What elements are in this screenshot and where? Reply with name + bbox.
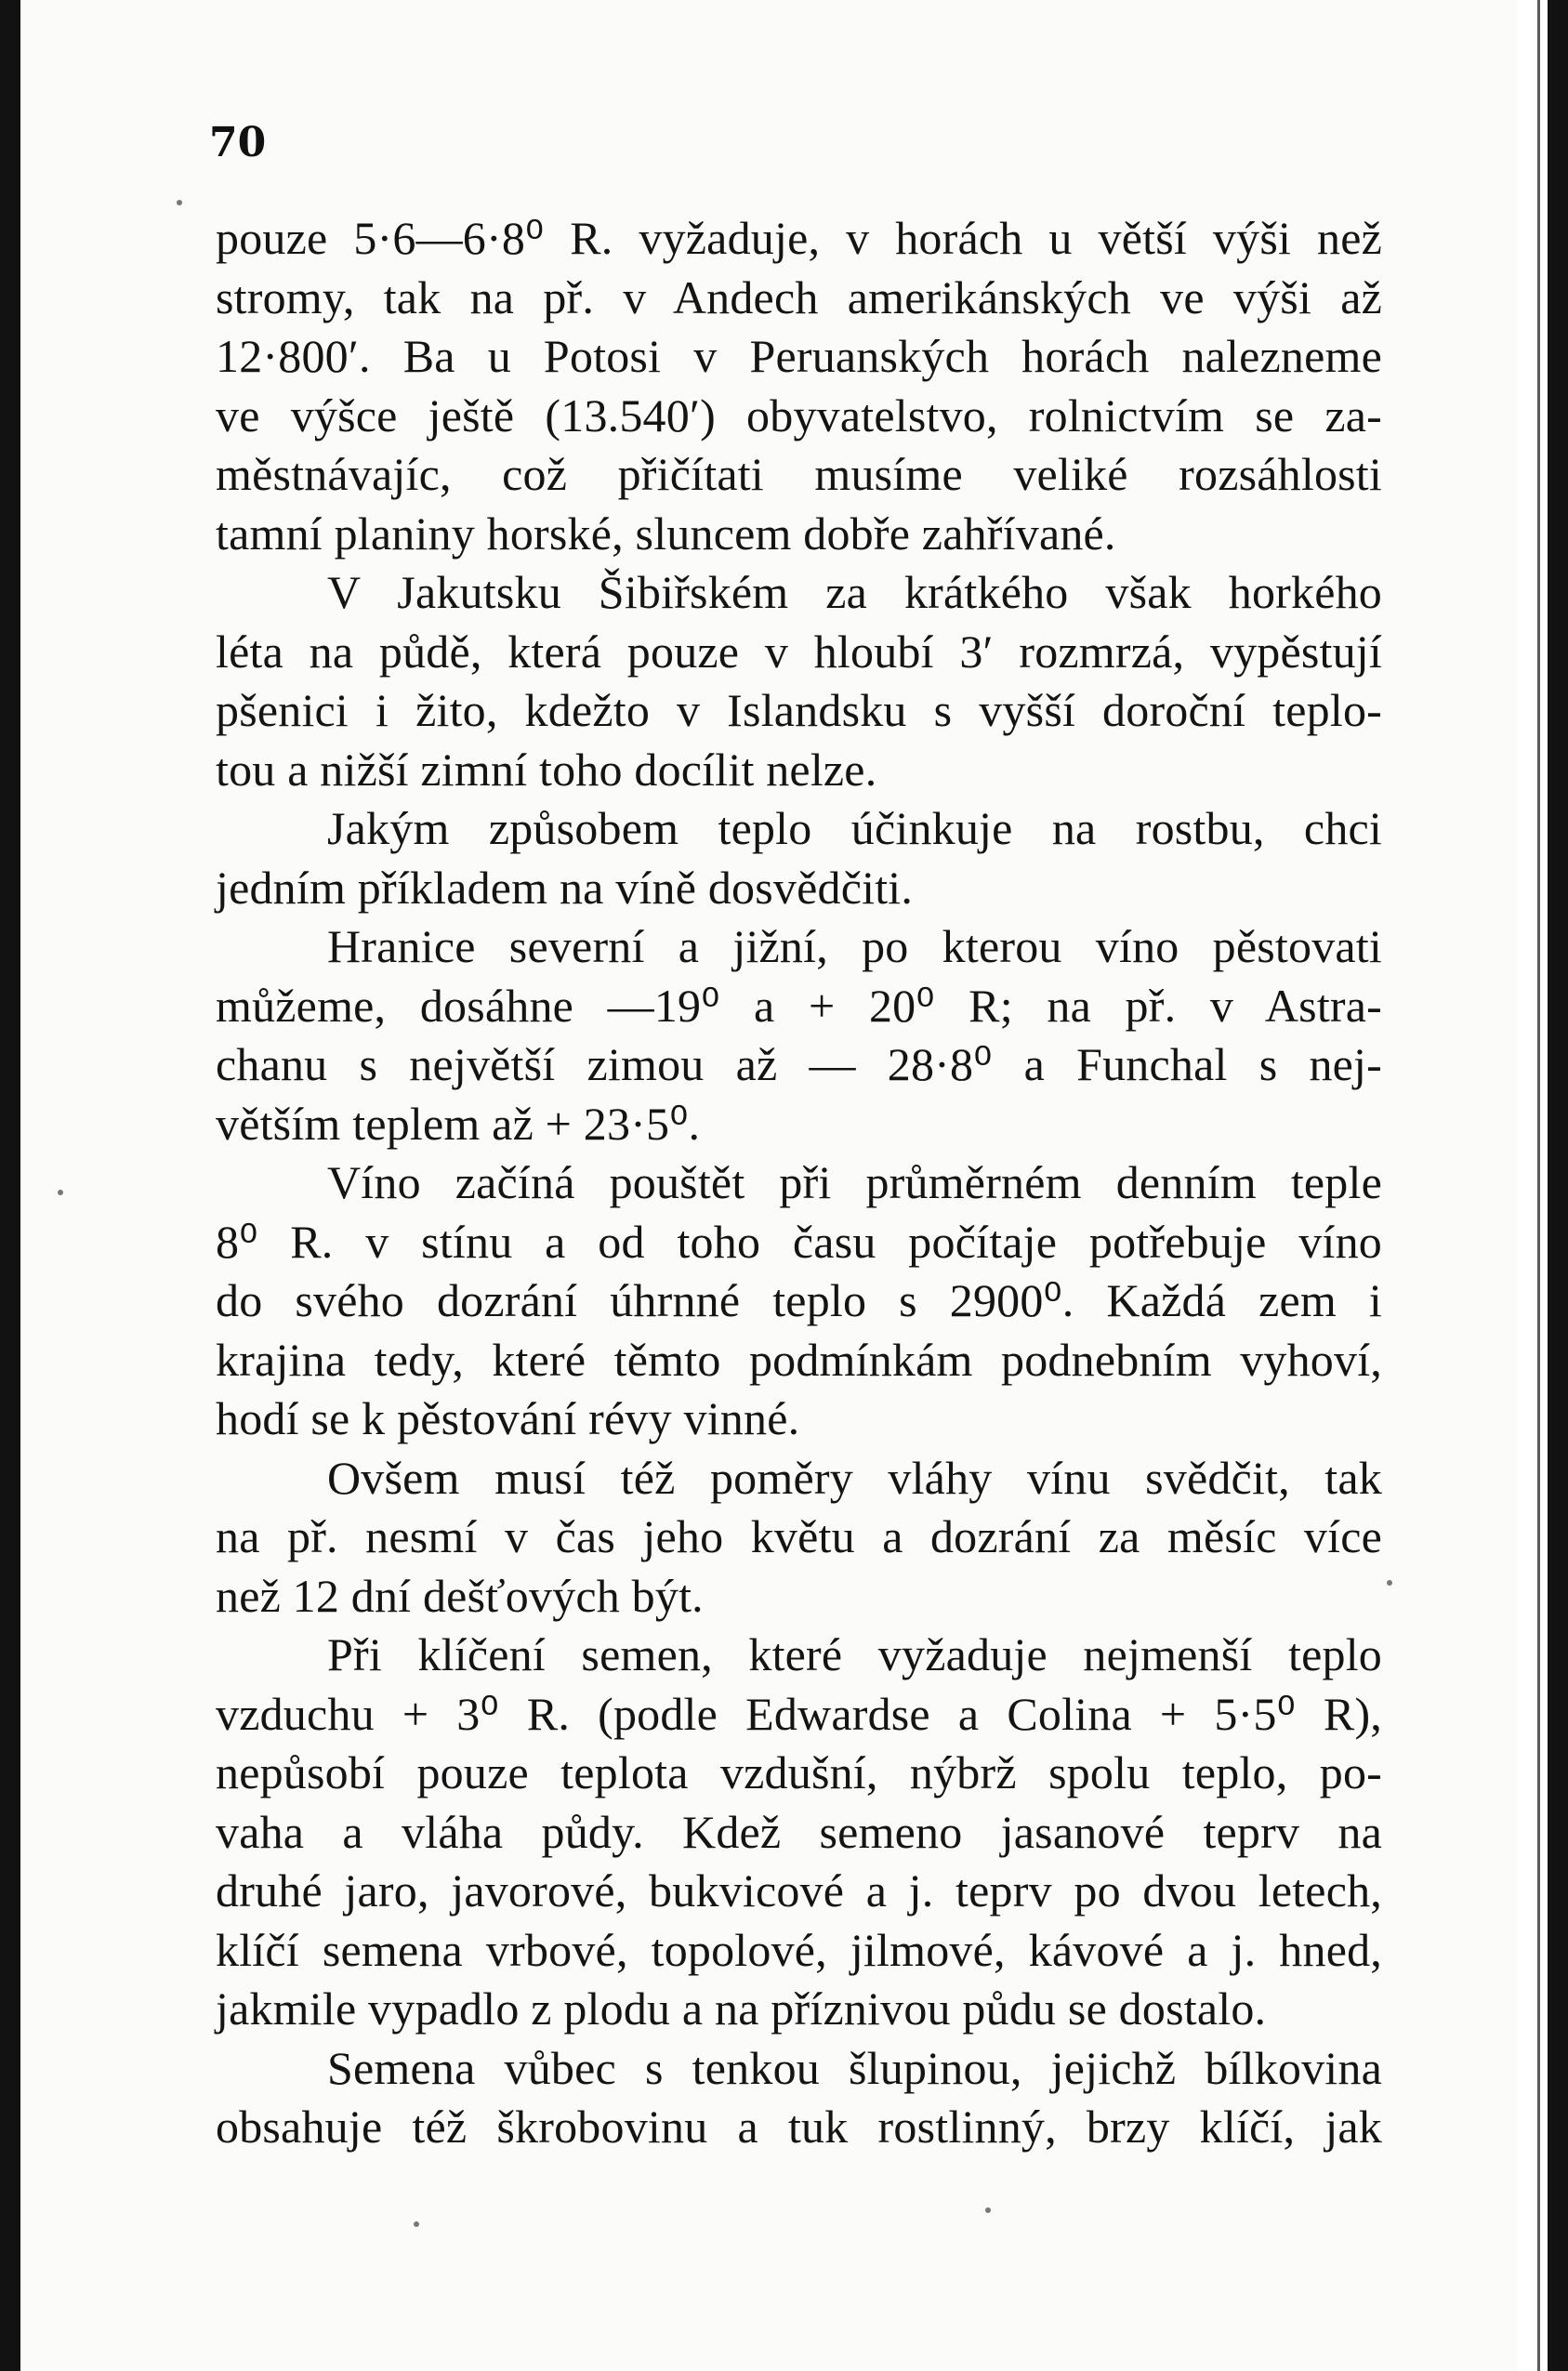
text-line: než 12 dní dešťových být. [216, 1569, 704, 1622]
text-line: do svého dozrání úhrnné teplo s 2900⁰. Každá zem i [216, 1274, 1382, 1326]
text-line: pouze 5·6—6·8⁰ R. vyžaduje, v horách u větší výši než [216, 212, 1382, 264]
text-line: městnávajíc, což přičítati musíme veliké rozsáhlosti [216, 448, 1382, 500]
scan-border-right [1548, 0, 1568, 2371]
text-line: Jakým způsobem teplo účinkuje na rostbu, chci [327, 802, 1382, 854]
text-line: Při klíčení semen, které vyžaduje nejmenší teplo [327, 1628, 1382, 1680]
scan-border-left [0, 0, 20, 2371]
scan-speck [1387, 1580, 1392, 1586]
text-line: tou a nižší zimní toho docílit nelze. [216, 743, 877, 796]
text-line: vaha a vláha půdy. Kdež semeno jasanové teprv na [216, 1805, 1382, 1858]
text-line: hodí se k pěstování révy vinné. [216, 1392, 800, 1444]
text-line: V Jakutsku Šibiřském za krátkého však horkého [327, 566, 1382, 618]
text-line: větším teplem až + 23·5⁰. [216, 1097, 701, 1150]
body-text [216, 209, 1382, 2157]
text-line: Semena vůbec s tenkou šlupinou, jejichž bílkovina [327, 2041, 1382, 2094]
scan-speck [414, 2221, 419, 2227]
text-line: Ovšem musí též poměry vláhy vínu svědčit, tak [327, 1451, 1382, 1504]
text-line: Hranice severní a jižní, po kterou víno pěstovati [327, 920, 1382, 972]
scan-speck [58, 1190, 63, 1195]
text-line: krajina tedy, které těmto podmínkám podnebním vyhoví, [216, 1333, 1382, 1386]
text-line: chanu s největší zimou až — 28·8⁰ a Funchal s nej- [216, 1038, 1382, 1090]
text-line: 8⁰ R. v stínu a od toho času počítaje potřebuje víno [216, 1215, 1382, 1268]
text-line: Víno začíná pouštět při průměrném denním teple [327, 1156, 1382, 1208]
text-line: na př. nesmí v čas jeho květu a dozrání za měsíc více [216, 1510, 1382, 1562]
scan-speck [177, 200, 182, 205]
text-line: můžeme, dosáhne —19⁰ a + 20⁰ R; na př. v Astra- [216, 979, 1382, 1032]
text-line: tamní planiny horské, sluncem dobře zahřívané. [216, 507, 1116, 560]
text-line: obsahuje též škrobovinu a tuk rostlinný, brzy klíčí, jak [216, 2101, 1382, 2153]
text-line: klíčí semena vrbové, topolové, jilmové, kávové a j. hned, [216, 1923, 1382, 1976]
text-line: pšenici i žito, kdežto v Islandsku s vyšší doroční teplo- [216, 684, 1382, 736]
text-line: vzduchu + 3⁰ R. (podle Edwardse a Colina + 5·5⁰ R), [216, 1687, 1382, 1740]
text-line: léta na půdě, která pouze v hloubí 3′ rozmrzá, vypěstují [216, 625, 1382, 678]
text-line: jakmile vypadlo z plodu a na příznivou půdu se dostalo. [216, 1982, 1267, 2035]
text-line: stromy, tak na př. v Andech amerikánských ve výši až [216, 270, 1382, 323]
text-line: jedním příkladem na víně dosvědčiti. [216, 861, 914, 914]
page-number: 70 [209, 119, 267, 166]
scan-speck [985, 2207, 991, 2213]
scan-border-right-line [1537, 0, 1540, 2371]
text-line: druhé jaro, javorové, bukvicové a j. teprv po dvou letech, [216, 1864, 1382, 1917]
text-line: ve výšce ještě (13.540′) obyvatelstvo, rolnictvím se za- [216, 389, 1382, 441]
text-line: nepůsobí pouze teplota vzdušní, nýbrž spolu teplo, po- [216, 1746, 1382, 1798]
text-line: 12·800′. Ba u Potosi v Peruanských horách nalezneme [216, 330, 1382, 382]
